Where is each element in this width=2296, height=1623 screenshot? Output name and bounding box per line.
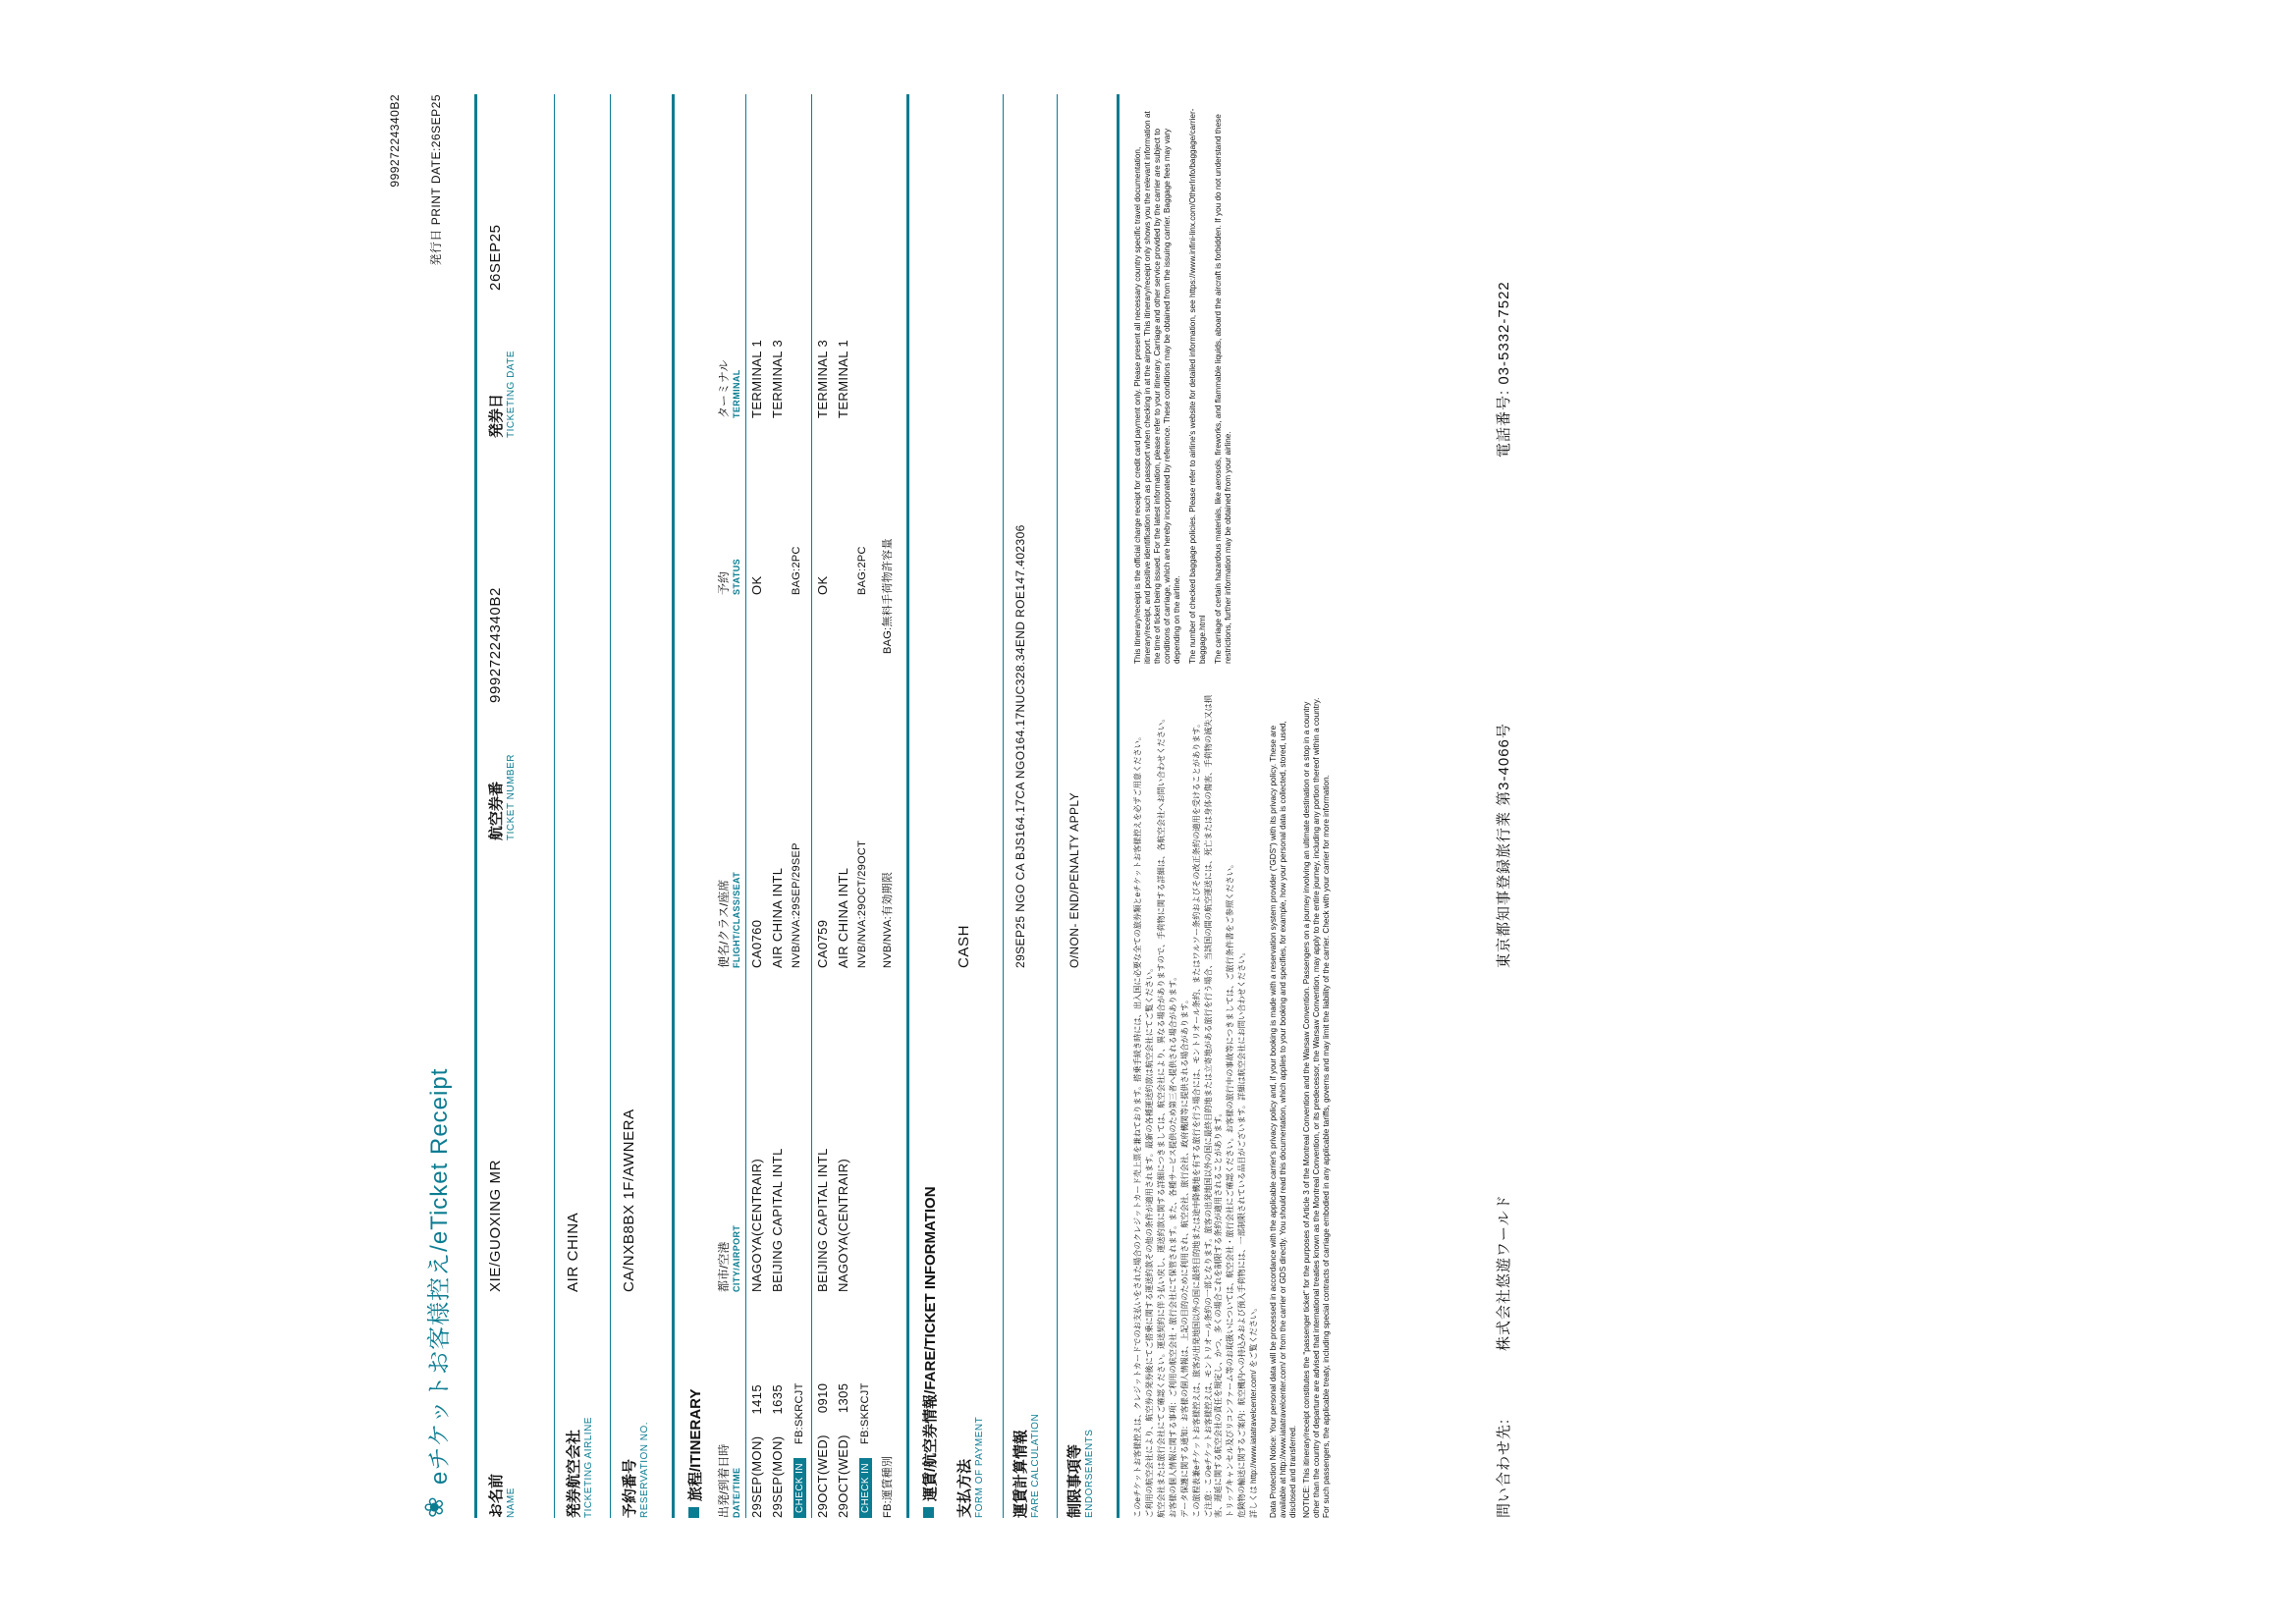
- col-city-e: CITY/AIRPORT: [732, 1224, 741, 1292]
- fare-calc-row: [1004, 94, 1057, 1518]
- seg1-city: NAGOYA(CENTRAIR): [749, 1158, 764, 1292]
- ticketing-date-label-e: TICKETING DATE: [506, 350, 517, 438]
- airline-label-j: 発券航空会社: [566, 1429, 582, 1518]
- note-j-8: 危険物の輸送に関するご案内：航空機内への持込みおよび預入手荷物には、一部制限されている品目がございます。詳細は航空会社にお問い合わせください。: [1237, 947, 1246, 1518]
- seg2-status: [767, 418, 788, 595]
- fare-calc-label-e: FARE CALCULATION: [1030, 1413, 1041, 1518]
- itinerary-legend: [879, 94, 901, 1518]
- seg4-city: NAGOYA(CENTRAIR): [836, 1158, 850, 1292]
- seg2-date: 29SEP(MON): [770, 1435, 785, 1518]
- table-row-detail: [788, 94, 809, 1518]
- seg2-nvb-nva: NVB/NVA:29SEP/29SEP: [791, 842, 802, 968]
- endorsements-label-j: 制限事項等: [1066, 1443, 1083, 1518]
- col-city-j: 都市/空港: [717, 1241, 731, 1292]
- passenger-label-j: お名前: [488, 1473, 505, 1518]
- seg3-date: 29OCT(WED): [815, 1434, 830, 1518]
- payment-label-e: FORM OF PAYMENT: [974, 1416, 985, 1518]
- legend-bag: BAG:無料手荷物許容量: [882, 538, 894, 654]
- fare-calc-value: 29SEP25 NGO CA BJS164.17CA NGO164.17NUC328.34END ROE147.402306: [1013, 524, 1027, 968]
- payment-row: [950, 94, 1003, 1518]
- fare-calc-label-j: 運賃計算情報: [1012, 1429, 1029, 1518]
- seg3-city: BEIJING CAPITAL INTL: [815, 1148, 830, 1292]
- reservation-rule: [672, 94, 675, 1518]
- seg3-status: OK: [815, 575, 830, 595]
- airline-value: AIR CHINA: [565, 1212, 581, 1292]
- col-status-j: 予約: [717, 570, 731, 595]
- seg4-date: 29OCT(WED): [836, 1434, 850, 1518]
- fare-title: 運賃/航空券情報/FARE/TICKET INFORMATION: [919, 94, 940, 1518]
- col-terminal-e: TERMINAL: [732, 369, 741, 418]
- airline-label-e: TICKETING AIRLINE: [583, 1417, 594, 1518]
- reservation-label-e: RESERVATION NO.: [639, 1421, 650, 1518]
- seg2-time: 1635: [770, 1383, 785, 1415]
- note-j-6: ご注意：このeチケットお客様控えは、モントリオール条約の一部となります。旅客の出発地国以外の国に最終目的地または立寄地がある旅行を行う場合、当該国の間の航空運送には、死亡または身体の傷害、手荷物の滅失又は損害、遅延に関する航空会社の責任を規定し、かつ、多くの場合これを制限する条約が適用されることがあります。: [1204, 694, 1223, 1518]
- table-row: [812, 94, 833, 1518]
- contact-label: 問い合わせ先:: [1496, 1418, 1512, 1518]
- eticket-receipt-sheet: [382, 45, 1914, 1577]
- note-j-3: お客様の個人情報に関する事項：ご利用の航空会社・旅行会社にて保管されます。また、各種サービス提供のため第三者へ提供される場合があります。: [1169, 972, 1177, 1518]
- note-j-9: 詳しくは http://www.iatatravelcenter.com/ をご覧ください。: [1249, 1303, 1258, 1518]
- company-name: 株式会社悠遊ワールド: [1496, 1194, 1512, 1351]
- itinerary-bottom-rule: [906, 94, 909, 1518]
- passenger-name: XIE/GUOXING MR: [487, 1159, 504, 1292]
- checkin-badge: CHECK IN: [859, 1458, 872, 1518]
- itinerary-header-row: [715, 94, 741, 1518]
- col-datetime-j: 出発/到着日時: [717, 1443, 731, 1518]
- ticketing-date-value: 26SEP25: [487, 224, 504, 291]
- ticket-number-label-e: TICKET NUMBER: [506, 754, 517, 840]
- endorsements-row: [1058, 94, 1111, 1518]
- endorsements-label-e: ENDORSEMENTS: [1084, 1429, 1095, 1518]
- section-marker-icon: [688, 1507, 699, 1518]
- table-row: [833, 94, 853, 1518]
- fare-section: [919, 94, 1120, 1518]
- seg4-bag: BAG:2PC: [856, 546, 868, 595]
- seg4-terminal: TERMINAL 1: [836, 339, 850, 418]
- seg2-terminal: TERMINAL 3: [770, 339, 785, 418]
- endorsements-value: O/NON- END/PENALTY APPLY: [1067, 792, 1081, 968]
- col-flight-j: 便名/クラス/座席: [717, 879, 731, 968]
- note-j-4: データ保護に関する通知：お客様の個人情報は、上記の目的のために利用され、航空会社、旅行会社、政府機関等に提供される場合があります。: [1180, 995, 1189, 1518]
- seg4-status: [833, 418, 853, 595]
- note-j-0: このeチケットお客様控えは、クレジットカードでのお支払いをされた場合のクレジットカード売上票を兼ねております。搭乗手続き時には、出入国に必要な全ての旅券類とeチケットお客様控えを必ずご用意ください。: [1133, 731, 1142, 1518]
- seg2-bag: BAG:2PC: [791, 546, 802, 595]
- legend-fb: FB:運賃種別: [882, 1455, 894, 1518]
- note-j-7: トリップキャンセル及びリコンファーム等のお取扱いについては、航空会社・旅行会社にご確認ください。お客様の旅行中の事故等につきましては、ご旅行条件書をご参照ください。: [1226, 859, 1234, 1518]
- receipt-header: [417, 94, 468, 1518]
- reservation-value: CA/NXB8BX 1F/AWNERA: [621, 1109, 637, 1292]
- payment-label-j: 支払方法: [957, 1458, 973, 1518]
- fine-print-japanese: [1133, 693, 1336, 1518]
- note-j-2: 航空会社または旅行会社にてご確認ください。運送契約に伴う払い戻し、運送約款に関する詳細につきましては、航空会社により、異なる場合がありますので、手荷物に関する詳細は、各航空会社へお問い合わせください。: [1157, 714, 1166, 1518]
- seg1-time: 1415: [749, 1383, 764, 1415]
- checkin-badge: CHECK IN: [793, 1458, 806, 1518]
- passenger-section: [477, 94, 554, 1518]
- itinerary-table: [715, 94, 875, 1518]
- note-j-5: この旅程表兼eチケットお客様控えは、旅客が出発地国以外の国に最終目的地または途中降機地を有する旅行を行う場合には、モントリオール条約、またはワルソー条約およびその改正条約の適用を受けることがあります。: [1192, 719, 1201, 1518]
- seg1-flight: CA0760: [749, 919, 764, 968]
- col-status-e: STATUS: [732, 558, 741, 595]
- seg4-flight: AIR CHINA INTL: [836, 867, 850, 968]
- seg4-nvb-nva: NVB/NVA:29OCT/29OCT: [856, 839, 868, 968]
- seg1-date: 29SEP(MON): [749, 1435, 764, 1518]
- note-ens-2: The carriage of certain hazardous materials, like aerosols, fireworks, and flammable liquids, aboard the aircraft is forbidden. If you do not understand these restrictions, further information may be obtained from your airline.: [1214, 114, 1232, 664]
- seg2-flight: AIR CHINA INTL: [770, 867, 785, 968]
- seg1-terminal: TERMINAL 1: [749, 339, 764, 418]
- note-en-1: NOTICE: This itinerary/receipt constitutes the "passenger ticket" for the purposes of Article 3 of the Montreal Convention and the Warsaw Convention. Passengers on a journey involving an ultimate destination or a stop in a country other than the country of departure are advised that international treaties known as the Montreal Convention, or its predecessor, the Warsaw Convention, may apply to the entire journey, including any portion thereof within a country. For such passengers, the applicable treaty, including special contracts of carriage embodied in any applicable tariffs, governs and may limit the liability of the carrier. Check with your carrier for more information.: [1302, 697, 1331, 1518]
- print-date: 発行日 PRINT DATE:26SEP25: [429, 94, 443, 266]
- col-datetime-e: DATE/TIME: [732, 1467, 741, 1518]
- ticket-number-label-j: 航空券番: [488, 781, 505, 840]
- seg3-terminal: TERMINAL 3: [815, 339, 830, 418]
- itinerary-title: 旅程/ITINERARY: [684, 94, 705, 1518]
- seg2-fb: FB:SKRCJT: [793, 1382, 805, 1444]
- note-ens-0: This itinerary/receipt is the official charge receipt for credit card payment only. Please present all necessary country specific travel documentation, itinerary/receipt, and positive identification such as passport when checking in at the airport. This itinerary/receipt only shows you the relevant information at the time of ticket being issued. For the latest information, please refer to your itinerary. Carriage and other service provided by the carrier are subject to conditions of carriage, which are hereby incorporated by reference. These conditions may be obtained from the issuing carrier. Baggage fees may vary depending on the airline.: [1133, 111, 1181, 664]
- col-flight-e: FLIGHT/CLASS/SEAT: [732, 871, 741, 968]
- note-ens-1: The number of checked baggage policies. Please refer to airline's website for detailed information, see https://www.infini-linx.com/OtherInfo/baggage/carrier-baggage.html: [1188, 108, 1207, 664]
- seg2-city: BEIJING CAPITAL INTL: [770, 1148, 785, 1292]
- legend-nvb: NVB/NVA:有効期限: [882, 871, 894, 968]
- reservation-label-j: 予約番号: [622, 1458, 638, 1518]
- table-row: [746, 94, 767, 1518]
- section-marker-icon: [923, 1507, 934, 1518]
- reservation-section: [611, 94, 666, 1518]
- table-row-detail: [853, 94, 875, 1518]
- fare-bottom-rule: [1117, 94, 1120, 1518]
- fine-print-section: [1133, 94, 1487, 1518]
- itinerary-section: [684, 94, 901, 1518]
- seg3-flight: CA0759: [815, 919, 830, 968]
- footer: [1493, 94, 1532, 1518]
- flower-icon: ❀: [419, 1496, 449, 1518]
- ticketing-airline-section: [555, 94, 610, 1518]
- payment-value: CASH: [956, 924, 972, 968]
- ticket-number-edge: 99927224340B2: [388, 94, 402, 188]
- seg1-status: OK: [749, 575, 764, 595]
- passenger-label-e: NAME: [506, 1488, 517, 1518]
- note-en-0: Data Protection Notice: Your personal data will be processed in accordance with the applicable carrier's privacy policy and, if your booking is made with a reservation system provider ("GDS") with its privacy policy. These are available at http://www.iatatravelcenter.com/ or from the carrier or GDS directly. You should read this documentation, which applies to your booking and specifies, for example, how your personal data is collected, stored, used, disclosed and transferred.: [1269, 721, 1297, 1518]
- ticketing-date-label-j: 発券日: [488, 393, 505, 438]
- page-title: eチケットお客様控え/eTicket Receipt: [426, 1067, 453, 1485]
- phone-number: 電話番号: 03-5332-7522: [1496, 281, 1512, 458]
- table-row: [767, 94, 788, 1518]
- note-j-1: ご利用の航空会社により、航空券の発券後にてご搭乗に関する運送約款その他の条件が適用されます。最新の各種運送約款は航空会社にてご覧ください。: [1145, 963, 1154, 1518]
- ticket-number-value: 99927224340B2: [487, 587, 504, 703]
- seg4-fb: FB:SKRCJT: [859, 1382, 871, 1444]
- fine-print-english-side: [1133, 104, 1239, 664]
- receipt-body: [388, 94, 1881, 1518]
- seg4-time: 1305: [836, 1382, 850, 1414]
- registration-number: 東京都知事登録旅行業 第3-4066号: [1496, 723, 1512, 968]
- col-terminal-j: ターミナル: [717, 359, 731, 418]
- seg3-time: 0910: [815, 1382, 830, 1414]
